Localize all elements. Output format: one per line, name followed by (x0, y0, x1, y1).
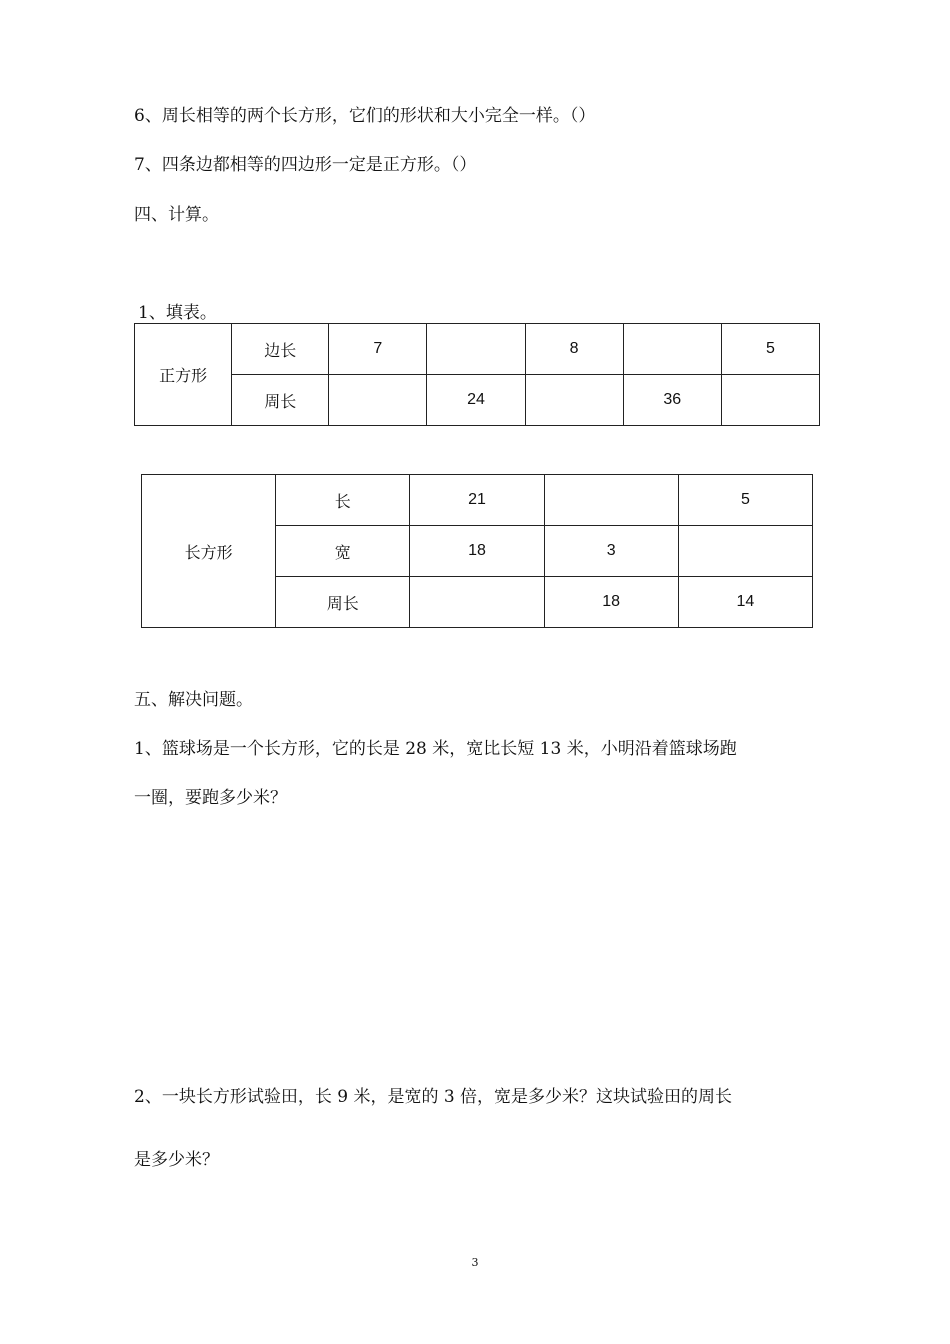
fill-table-heading: 1、填表。 (138, 303, 217, 323)
table-cell: 3 (544, 526, 678, 577)
table-cell: 5 (721, 324, 819, 375)
rectangle-table (141, 474, 813, 628)
table-cell (623, 324, 721, 375)
width-header: 宽 (276, 526, 410, 577)
table-cell: 18 (410, 526, 544, 577)
table-cell (329, 375, 427, 426)
table-cell (678, 526, 812, 577)
question-7: 7、四条边都相等的四边形一定是正方形。（） (134, 155, 477, 175)
table-cell (410, 577, 544, 628)
perimeter-header: 周长 (276, 577, 410, 628)
page-number: 3 (471, 1256, 479, 1269)
table-cell: 14 (678, 577, 812, 628)
section-4-heading: 四、计算。 (134, 205, 219, 225)
section-5-heading: 五、解决问题。 (134, 690, 253, 710)
table-cell (525, 375, 623, 426)
table-cell: 18 (544, 577, 678, 628)
side-length-header: 边长 (232, 324, 329, 375)
table-cell: 7 (329, 324, 427, 375)
problem-2-line-2: 是多少米？ (134, 1150, 219, 1170)
problem-1-line-1: 1、篮球场是一个长方形，它的长是 28 米，宽比长短 13 米，小明沿着篮球场跑 (134, 739, 737, 759)
table-cell (544, 475, 678, 526)
table-cell (721, 375, 819, 426)
table-cell: 24 (427, 375, 525, 426)
perimeter-header: 周长 (232, 375, 329, 426)
question-6: 6、周长相等的两个长方形，它们的形状和大小完全一样。（） (134, 106, 596, 126)
table-cell: 5 (678, 475, 812, 526)
length-header: 长 (276, 475, 410, 526)
table-cell (427, 324, 525, 375)
table-cell: 8 (525, 324, 623, 375)
rectangle-label: 长方形 (142, 475, 276, 628)
table-cell: 21 (410, 475, 544, 526)
problem-1-line-2: 一圈，要跑多少米？ (134, 788, 287, 808)
square-label: 正方形 (135, 324, 232, 426)
problem-2-line-1: 2、一块长方形试验田，长 9 米，是宽的 3 倍，宽是多少米？这块试验田的周长 (134, 1087, 733, 1107)
square-table (134, 323, 820, 426)
table-cell: 36 (623, 375, 721, 426)
